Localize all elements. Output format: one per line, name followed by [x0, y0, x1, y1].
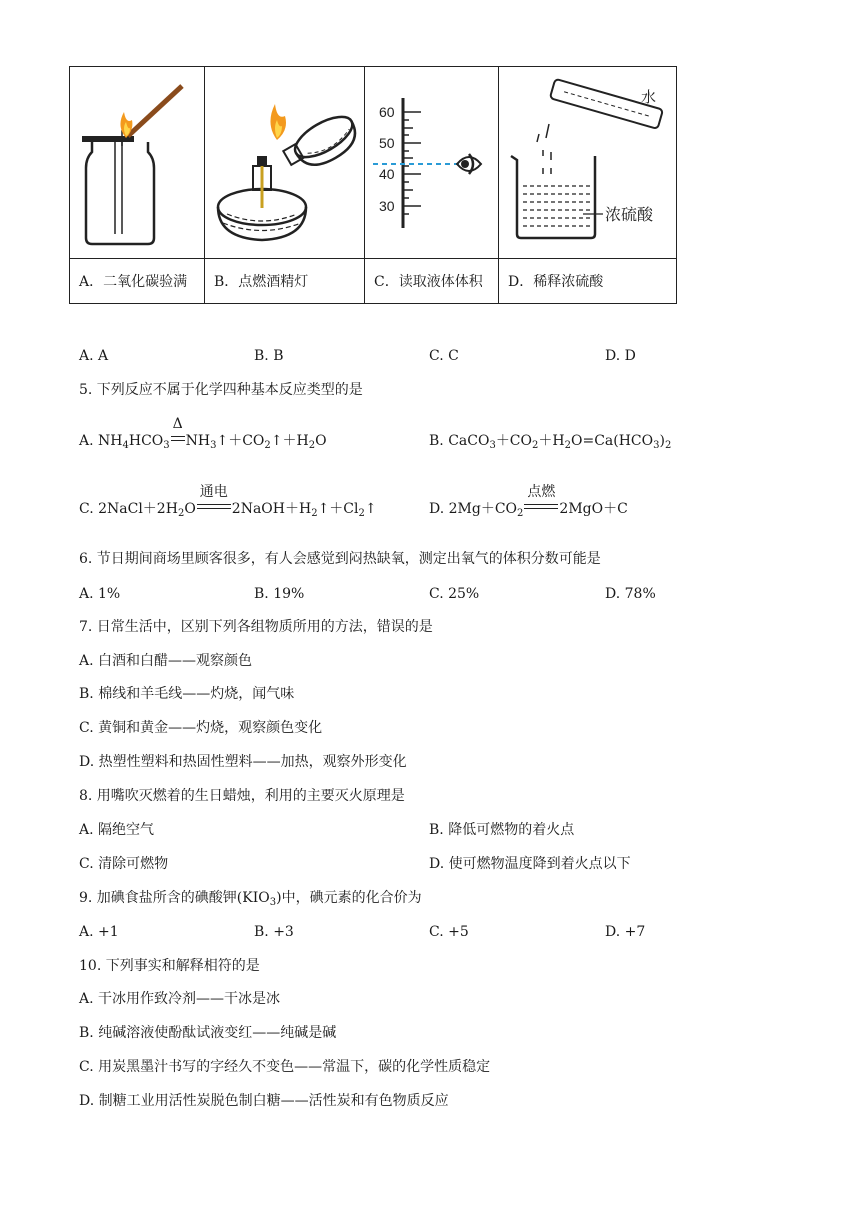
q10-option-a: A. 干冰用作致冷剂——干冰是冰: [79, 991, 281, 1007]
gas-bottle-match-illustration: [70, 68, 204, 258]
scale-mark-40: 40: [379, 165, 395, 182]
q8-option-a: A. 隔绝空气: [79, 822, 155, 838]
caption-d: D．稀释浓硫酸: [499, 259, 677, 304]
ignite-condition: 点燃: [527, 484, 556, 500]
q9-option-a: A. +1: [79, 924, 119, 940]
q4-option-c: C. C: [429, 348, 459, 364]
acid-label: 浓硫酸: [605, 204, 654, 224]
heat-condition: Δ: [172, 416, 183, 432]
electrolysis-condition: 通电: [199, 484, 228, 500]
q7-option-d: D. 热塑性塑料和热固性塑料——加热，观察外形变化: [79, 754, 407, 770]
caption-c: C．读取液体体积: [365, 259, 499, 304]
q5-option-d: D. $2Mg+CO_2$ 点燃 2MgO＋C: [429, 484, 628, 519]
experiment-figure-table: [69, 66, 677, 304]
q5-stem: 5. 下列反应不属于化学四种基本反应类型的是: [79, 382, 363, 398]
q10-option-b: B. 纯碱溶液使酚酞试液变红——纯碱是碱: [79, 1025, 337, 1041]
q9-option-d: D. +7: [605, 924, 646, 940]
dilute-acid-illustration: [499, 68, 676, 258]
q9-option-b: B. +3: [254, 924, 294, 940]
q6-option-a: A. 1%: [79, 586, 121, 602]
q5-option-b: B. $CaCO_3+CO_2+H_2O=Ca(HCO_3)_2$: [429, 433, 672, 451]
q10-option-d: D. 制糖工业用活性炭脱色制白糖——活性炭和有色物质反应: [79, 1093, 449, 1109]
q4-option-b: B. B: [254, 348, 284, 364]
figure-c-read-volume: [365, 67, 499, 259]
q9-stem: 9. 加碘食盐所含的碘酸钾$(KIO_3)$中，碘元素的化合价为: [79, 890, 422, 908]
q5-option-a: A. $NH_4HCO_3$ Δ $NH_3↑+CO_2↑+H_2O$: [79, 416, 327, 451]
measuring-cylinder-illustration: [365, 68, 498, 258]
q8-option-b: B. 降低可燃物的着火点: [429, 822, 575, 838]
alcohol-lamp-illustration: [205, 68, 364, 258]
q8-option-c: C. 清除可燃物: [79, 856, 169, 872]
q6-option-d: D. 78%: [605, 586, 656, 602]
q9-option-c: C. +5: [429, 924, 469, 940]
q7-option-b: B. 棉线和羊毛线——灼烧，闻气味: [79, 686, 295, 702]
water-label: 水: [641, 87, 657, 106]
figure-b-light-lamp: [205, 67, 365, 259]
q6-option-c: C. 25%: [429, 586, 480, 602]
q4-option-a: A. A: [79, 348, 109, 364]
q7-option-c: C. 黄铜和黄金——灼烧，观察颜色变化: [79, 720, 323, 736]
scale-mark-30: 30: [379, 197, 395, 214]
q4-option-d: D. D: [605, 348, 636, 364]
caption-b: B．点燃酒精灯: [205, 259, 365, 304]
q10-option-c: C. 用炭黑墨汁书写的字经久不变色——常温下，碳的化学性质稳定: [79, 1059, 491, 1075]
q5-option-c: C. $2NaCl+2H_2O$ 通电 $2NaOH+H_2↑+Cl_2↑$: [79, 484, 377, 519]
figure-d-dilute-acid: [499, 67, 677, 259]
q10-stem: 10. 下列事实和解释相符的是: [79, 958, 260, 974]
eye-icon: [457, 154, 481, 174]
scale-mark-60: 60: [379, 103, 395, 120]
q6-option-b: B. 19%: [254, 586, 305, 602]
q6-stem: 6. 节日期间商场里顾客很多，有人会感觉到闷热缺氧，测定出氧气的体积分数可能是: [79, 551, 601, 567]
figure-a-co2-test: [70, 67, 205, 259]
scale-mark-50: 50: [379, 134, 395, 151]
caption-a: A．二氧化碳验满: [70, 259, 205, 304]
q7-stem: 7. 日常生活中，区别下列各组物质所用的方法，错误的是: [79, 619, 433, 635]
q7-option-a: A. 白酒和白醋——观察颜色: [79, 653, 253, 669]
q8-option-d: D. 使可燃物温度降到着火点以下: [429, 856, 631, 872]
q8-stem: 8. 用嘴吹灭燃着的生日蜡烛，利用的主要灭火原理是: [79, 788, 405, 804]
